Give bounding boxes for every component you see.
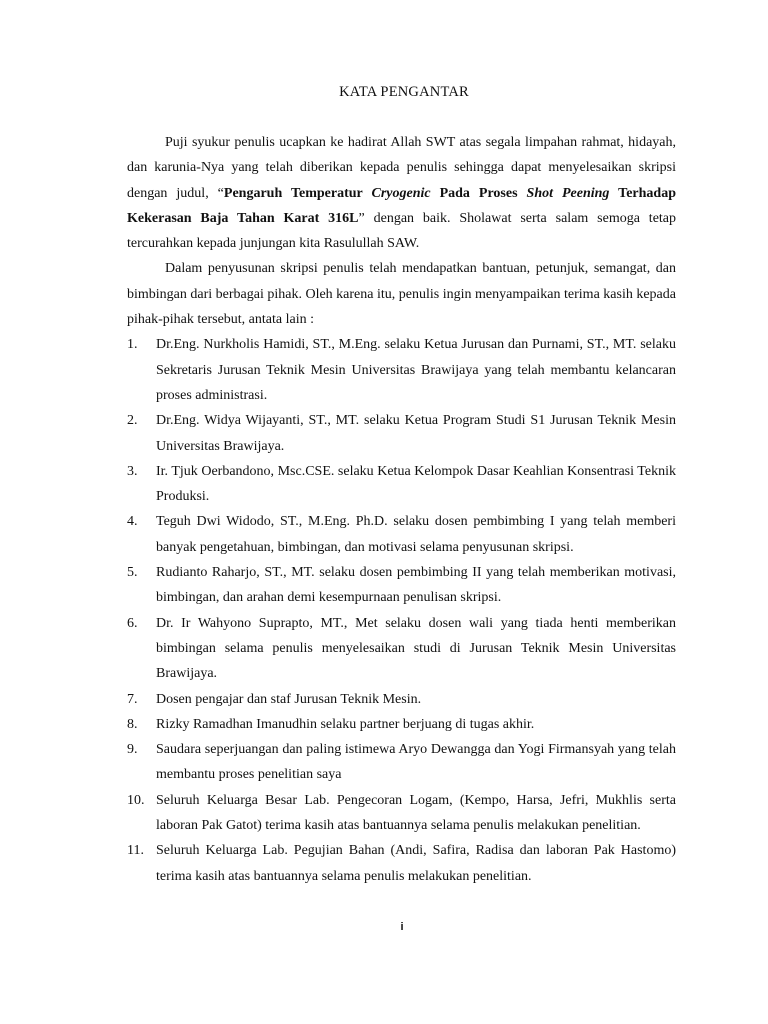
paragraph-acknowledgement: Dalam penyusunan skripsi penulis telah mendapatkan bantuan, petunjuk, semangat, dan bimbingan dari berbagai pihak. Oleh karena itu, penulis ingin menyampaikan terima kasih kepada pihak-pihak tersebut, antata lain : xyxy=(127,261,676,328)
list-number: 6. xyxy=(127,615,138,631)
thesis-title-italic: Cryogenic xyxy=(371,185,431,201)
list-item xyxy=(127,838,676,889)
list-number: 1. xyxy=(127,337,138,353)
list-text: Rudianto Raharjo, ST., MT. selaku dosen pembimbing II yang telah memberikan motivasi, bimbingan, dan arahan demi kesempurnaan penulisan skripsi. xyxy=(156,565,676,606)
list-number: 11. xyxy=(127,843,144,859)
list-number: 9. xyxy=(127,742,138,758)
list-item xyxy=(127,611,676,687)
page-number: i xyxy=(400,921,404,933)
closing-text: ” dengan baik. Sholawat serta salam semoga tetap tercurahkan kepada junjungan kita Rasulullah SAW. xyxy=(127,210,677,252)
list-number: 3. xyxy=(127,463,138,479)
list-text: Rizky Ramadhan Imanudhin selaku partner berjuang di tugas akhir. xyxy=(156,716,535,732)
list-number: 10. xyxy=(127,792,145,808)
list-number: 5. xyxy=(127,565,138,581)
list-text: Dr.Eng. Widya Wijayanti, ST., MT. selaku Ketua Program Studi S1 Jurusan Teknik Mesin Universitas Brawijaya. xyxy=(156,413,676,454)
list-item xyxy=(127,459,676,510)
list-text: Teguh Dwi Widodo, ST., M.Eng. Ph.D. selaku dosen pembimbing I yang telah memberi banyak pengetahuan, bimbingan, dan motivasi selama penyusunan skripsi. xyxy=(156,514,676,555)
list-text: Seluruh Keluarga Lab. Pegujian Bahan (Andi, Safira, Radisa dan laboran Pak Hastomo) terima kasih atas bantuannya selama penulis melakukan penelitian. xyxy=(156,843,676,884)
list-number: 8. xyxy=(127,716,138,732)
page-title: KATA PENGANTAR xyxy=(339,84,469,100)
list-number: 2. xyxy=(127,413,138,429)
thesis-title-italic: Shot Peening xyxy=(526,185,610,201)
list-item xyxy=(127,737,676,788)
list-text: Dosen pengajar dan staf Jurusan Teknik Mesin. xyxy=(156,691,422,707)
list-item xyxy=(127,509,676,560)
paragraph-intro xyxy=(127,130,676,256)
list-number: 7. xyxy=(127,691,138,707)
list-text: Seluruh Keluarga Besar Lab. Pengecoran Logam, (Kempo, Harsa, Jefri, Mukhlis serta laboran Pak Gatot) terima kasih atas bantuannya selama penulis melakukan penelitian. xyxy=(156,792,676,834)
list-text: Saudara seperjuangan dan paling istimewa Aryo Dewangga dan Yogi Firmansyah yang telah membantu proses penelitian saya xyxy=(156,742,676,783)
acknowledgement-list xyxy=(127,332,676,889)
thesis-title-part: Pengaruh Temperatur xyxy=(223,185,372,201)
list-item xyxy=(127,687,676,712)
list-item xyxy=(127,712,676,737)
list-text: Dr.Eng. Nurkholis Hamidi, ST., M.Eng. selaku Ketua Jurusan dan Purnami, ST., MT. selaku Sekretaris Jurusan Teknik Mesin Universitas Brawijaya yang telah membantu kelancaran proses administrasi. xyxy=(156,337,676,403)
list-number: 4. xyxy=(127,514,138,530)
list-item xyxy=(127,332,676,408)
thesis-title-part: Terhadap Kekerasan Baja Tahan Karat 316L xyxy=(127,185,676,226)
list-item xyxy=(127,788,676,839)
document-body xyxy=(127,130,676,889)
list-item xyxy=(127,560,676,611)
list-item xyxy=(127,408,676,459)
intro-text: Puji syukur penulis ucapkan ke hadirat Allah SWT atas segala limpahan rahmat, hidayah, dan karunia-Nya yang telah diberikan kepada penulis sehingga dapat menyelesaikan skripsi dengan judul, “ xyxy=(127,135,676,201)
list-text: Dr. Ir Wahyono Suprapto, MT., Met selaku dosen wali yang tiada henti memberikan bimbingan selama penulis menyelesaikan studi di Jurusan Teknik Mesin Universitas Brawijaya. xyxy=(156,615,676,682)
list-text: Ir. Tjuk Oerbandono, Msc.CSE. selaku Ketua Kelompok Dasar Keahlian Konsentrasi Teknik Produksi. xyxy=(156,463,676,505)
thesis-title-part: Pada Proses xyxy=(430,185,527,201)
